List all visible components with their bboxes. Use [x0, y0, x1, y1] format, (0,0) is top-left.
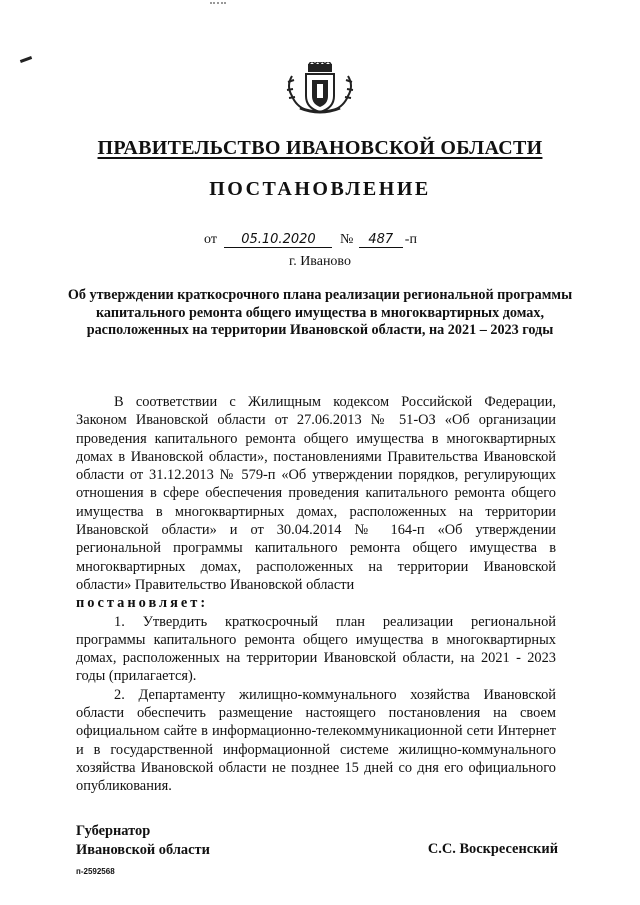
document-number: 487 — [359, 232, 403, 248]
resolves-word: постановляет: — [76, 595, 209, 612]
document-code: п-2592568 — [76, 867, 115, 876]
number-prefix: № — [339, 232, 354, 247]
document-subject: Об утверждении краткосрочного плана реализации региональной программы капитального ремонта общего имущества в многоквартирных домах, расположенных на территории Ивановской области, на 2021 – 2023 годы — [67, 287, 573, 338]
item-1-paragraph: 1. Утвердить краткосрочный план реализации региональной программы капитального ремонта общего имущества в многоквартирных домах, расположенных на территории Ивановской области, на 2021 - 2023 годы (прилагается). — [76, 613, 556, 685]
signatory-title — [76, 822, 210, 860]
signatory-name: С.С. Воскресенский — [427, 841, 558, 857]
date-prefix: от — [204, 232, 217, 247]
government-title: ПРАВИТЕЛЬСТВО ИВАНОВСКОЙ ОБЛАСТИ — [97, 137, 543, 159]
coat-of-arms-icon — [282, 62, 358, 114]
scan-mark — [210, 2, 226, 8]
signatory-title-line2: Ивановской области — [76, 842, 210, 858]
item-2-paragraph: 2. Департаменту жилищно-коммунального хозяйства Ивановской области обеспечить размещение настоящего постановления на своем официальном сайте в информационно-телекоммуникационной сети Интернет и в государственной информационной системе жилищно-коммунального хозяйства Ивановской области не позднее 15 дней со дня его официального опубликования. — [76, 686, 556, 795]
city: г. Иваново — [289, 254, 351, 269]
preamble-paragraph: В соответствии с Жилищным кодексом Российской Федерации, Законом Ивановской области от 27.06.2013 № 51-ОЗ «Об организации проведения капитального ремонта общего имущества в многоквартирных домах в Ивановской области», постановлениями Правительства Ивановской области от 31.12.2013 № 579-п «Об утверждении порядков, регулирующих отношения в сфере обеспечения проведения капитального ремонта общего имущества в многоквартирных домах, расположенных на территории Ивановской области» и от 30.04.2014 № 164-п «Об утверждении региональной программы капитального ремонта общего имущества в многоквартирных домах, расположенных на территории Ивановской области» Правительство Ивановской области — [76, 394, 556, 593]
signatory-title-line1: Губернатор — [76, 823, 151, 839]
document-type: ПОСТАНОВЛЕНИЕ — [209, 178, 431, 200]
number-suffix: -п — [404, 232, 417, 247]
scan-mark — [20, 56, 32, 63]
document-body — [76, 393, 556, 796]
document-date: 05.10.2020 — [224, 232, 332, 248]
registration-line — [204, 232, 417, 248]
